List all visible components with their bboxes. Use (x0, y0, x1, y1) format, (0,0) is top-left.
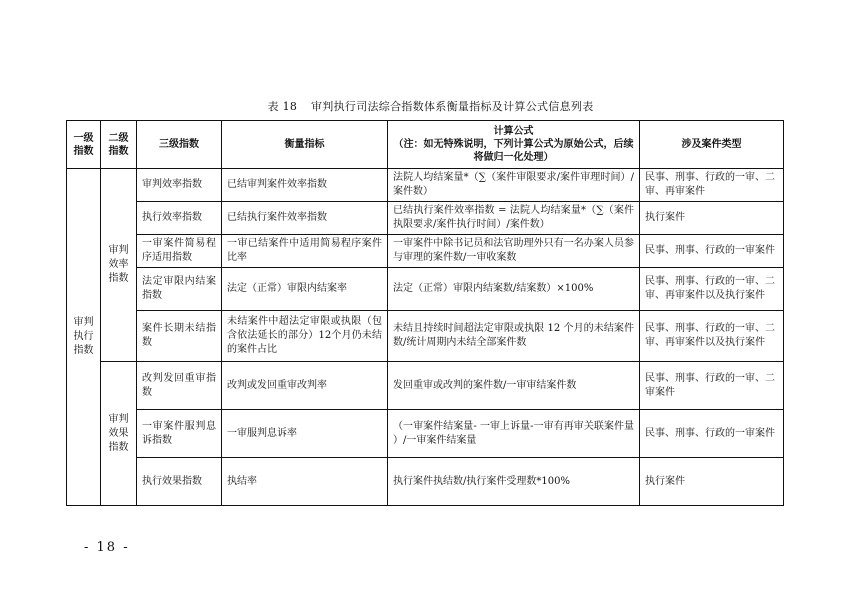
table-row (67, 311, 784, 362)
case-type-cell: 执行案件 (640, 202, 784, 235)
measure-cell: 未结案件中超法定审限或执限（包含依法延长的部分）12个月仍未结的案件占比 (222, 311, 388, 362)
case-type-cell: 民事、刑事、行政的一审、二审、再审案件以及执行案件 (640, 268, 784, 311)
level1-cell: 审判执行指数 (67, 169, 101, 506)
formula-cell: （一审案件结案量- 一审上诉量-一审有再审关联案件量 ）/一审案件结案量 (388, 410, 640, 458)
case-type-cell: 民事、刑事、行政的一审案件 (640, 235, 784, 268)
table-row (67, 362, 784, 410)
level3-cell: 执行效率指数 (137, 202, 222, 235)
header-formula-note: （注：如无特殊说明，下列计算公式为原始公式，后续将做归一化处理） (393, 139, 634, 163)
level3-cell: 案件长期未结指数 (137, 311, 222, 362)
table-row (67, 268, 784, 311)
level2-cell-efficiency: 审判效率指数 (101, 169, 137, 362)
level3-cell: 执行效果指数 (137, 458, 222, 506)
header-level3: 三级指数 (137, 121, 222, 169)
formula-cell: 发回重审或改判的案件数/一审审结案件数 (388, 362, 640, 410)
measure-cell: 法定（正常）审限内结案率 (222, 268, 388, 311)
measure-cell: 一审服判息诉率 (222, 410, 388, 458)
case-type-cell: 民事、刑事、行政的一审案件 (640, 410, 784, 458)
formula-cell: 已结执行案件效率指数 = 法院人均结案量*（∑（案件执限要求/案件执行时间）/案件数） (388, 202, 640, 235)
table-caption (0, 98, 861, 114)
measure-cell: 已结审判案件效率指数 (222, 169, 388, 202)
formula-cell: 法院人均结案量*（∑（案件审限要求/案件审理时间）/案件数） (388, 169, 640, 202)
case-type-cell: 执行案件 (640, 458, 784, 506)
case-type-cell: 民事、刑事、行政的一审、二审案件 (640, 362, 784, 410)
level3-cell: 审判效率指数 (137, 169, 222, 202)
case-type-cell: 民事、刑事、行政的一审、二审、再审案件 (640, 169, 784, 202)
table-caption-label: 表 18 (267, 100, 298, 113)
table-row (67, 169, 784, 202)
formula-cell: 未结且持续时间超法定审限或执限 12 个月的未结案件数/统计周期内未结全部案件数 (388, 311, 640, 362)
measure-cell: 一审已结案件中适用简易程序案件比率 (222, 235, 388, 268)
table-row (67, 410, 784, 458)
header-formula-title: 计算公式 (493, 126, 534, 137)
measure-cell: 执结率 (222, 458, 388, 506)
table-header-row (67, 121, 784, 169)
header-measure: 衡量指标 (222, 121, 388, 169)
level3-cell: 一审案件简易程序适用指数 (137, 235, 222, 268)
level3-cell: 改判发回重审指数 (137, 362, 222, 410)
page-number: - 18 - (84, 540, 130, 555)
measure-cell: 改判或发回重审改判率 (222, 362, 388, 410)
formula-cell: 执行案件执结数/执行案件受理数*100% (388, 458, 640, 506)
level3-cell: 一审案件服判息诉指数 (137, 410, 222, 458)
header-case-type: 涉及案件类型 (640, 121, 784, 169)
measure-cell: 已结执行案件效率指数 (222, 202, 388, 235)
formula-cell: 一审案件中除书记员和法官助理外只有一名办案人员参与审理的案件数/一审收案数 (388, 235, 640, 268)
level2-cell-effect: 审判效果指数 (101, 362, 137, 506)
level3-cell: 法定审限内结案指数 (137, 268, 222, 311)
table-caption-title: 审判执行司法综合指数体系衡量指标及计算公式信息列表 (311, 100, 594, 113)
table-row (67, 458, 784, 506)
table-row (67, 235, 784, 268)
formula-cell: 法定（正常）审限内结案数/结案数）×100% (388, 268, 640, 311)
table-row (67, 202, 784, 235)
header-level2: 二级指数 (101, 121, 137, 169)
indicator-table (66, 120, 784, 506)
case-type-cell: 民事、刑事、行政的一审、二审、再审案件以及执行案件 (640, 311, 784, 362)
header-formula (388, 121, 640, 169)
header-level1: 一级指数 (67, 121, 101, 169)
